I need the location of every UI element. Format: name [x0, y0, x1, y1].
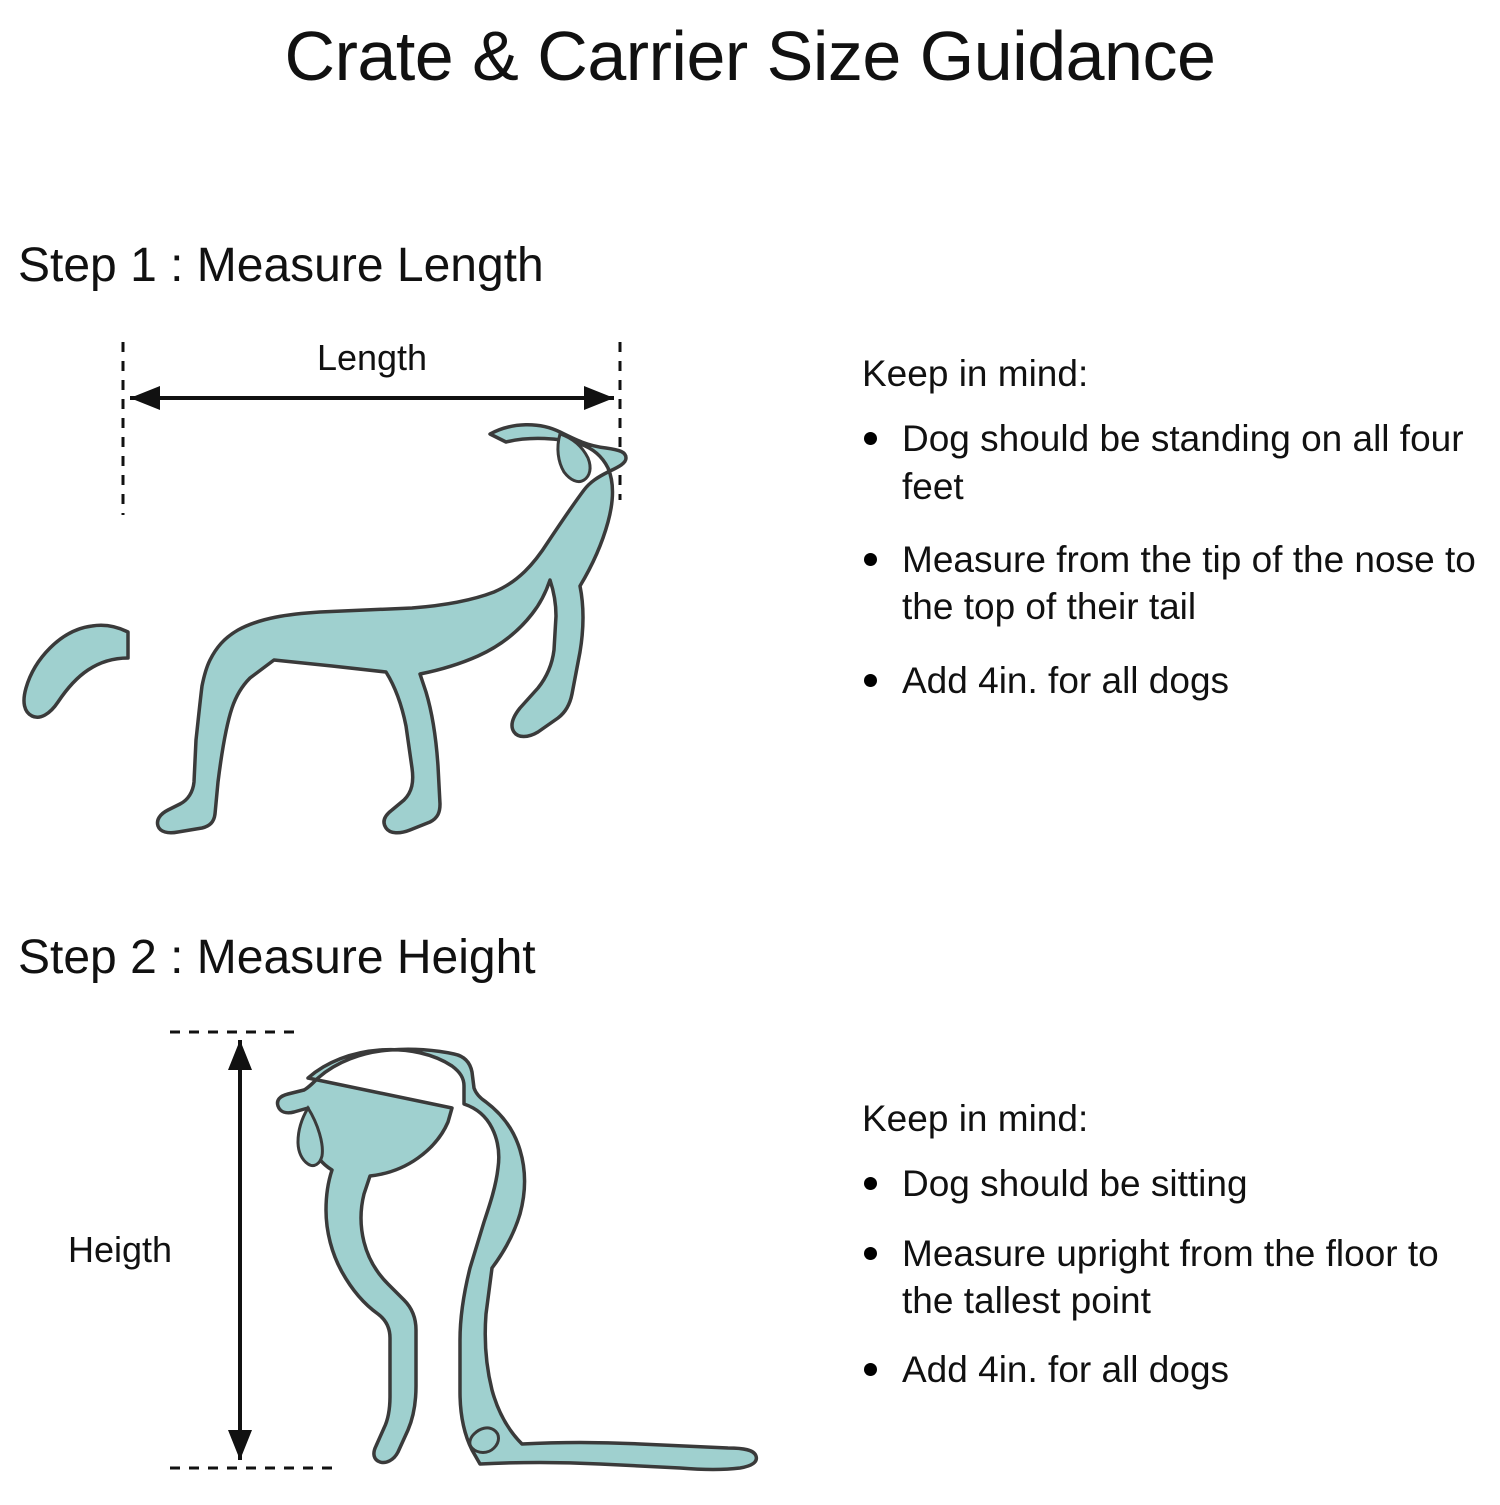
- bullet-icon: [864, 674, 877, 687]
- length-arrow-icon: [130, 386, 614, 410]
- step-2-heading: Step 2 : Measure Height: [18, 931, 536, 984]
- length-notes: [862, 350, 1492, 704]
- list-item-label: Add 4in. for all dogs: [902, 659, 1230, 701]
- standing-dog-illustration: [24, 425, 626, 833]
- length-notes-title: Keep in mind:: [862, 353, 1089, 394]
- list-item: [862, 657, 1492, 704]
- length-measurement-figure: [20, 330, 710, 850]
- height-notes-list: [862, 1160, 1482, 1393]
- height-notes-title: Keep in mind:: [862, 1098, 1089, 1139]
- list-item: [862, 1346, 1482, 1393]
- step-1-heading: Step 1 : Measure Length: [18, 239, 544, 292]
- list-item-label: Measure from the tip of the nose to the top of their tail: [902, 539, 1476, 628]
- list-item-label: Dog should be standing on all four feet: [902, 418, 1464, 507]
- bullet-icon: [864, 1363, 877, 1376]
- length-notes-list: [862, 415, 1492, 704]
- list-item: [862, 1230, 1482, 1325]
- bullet-icon: [864, 1247, 877, 1260]
- list-item: [862, 536, 1492, 631]
- list-item-label: Measure upright from the floor to the tallest point: [902, 1232, 1439, 1322]
- height-label: Heigth: [68, 1229, 173, 1270]
- list-item: [862, 1160, 1482, 1207]
- list-item-label: Add 4in. for all dogs: [902, 1349, 1230, 1391]
- page-title: Crate & Carrier Size Guidance: [284, 17, 1216, 95]
- height-notes: [862, 1095, 1482, 1416]
- height-arrow-icon: [228, 1040, 252, 1460]
- sitting-dog-illustration: [277, 1049, 756, 1469]
- height-measurement-figure: [40, 1000, 780, 1500]
- list-item: [862, 415, 1492, 510]
- list-item-label: Dog should be sitting: [902, 1163, 1248, 1205]
- bullet-icon: [864, 432, 877, 445]
- bullet-icon: [864, 553, 877, 566]
- length-label: Length: [316, 337, 428, 378]
- bullet-icon: [864, 1177, 877, 1190]
